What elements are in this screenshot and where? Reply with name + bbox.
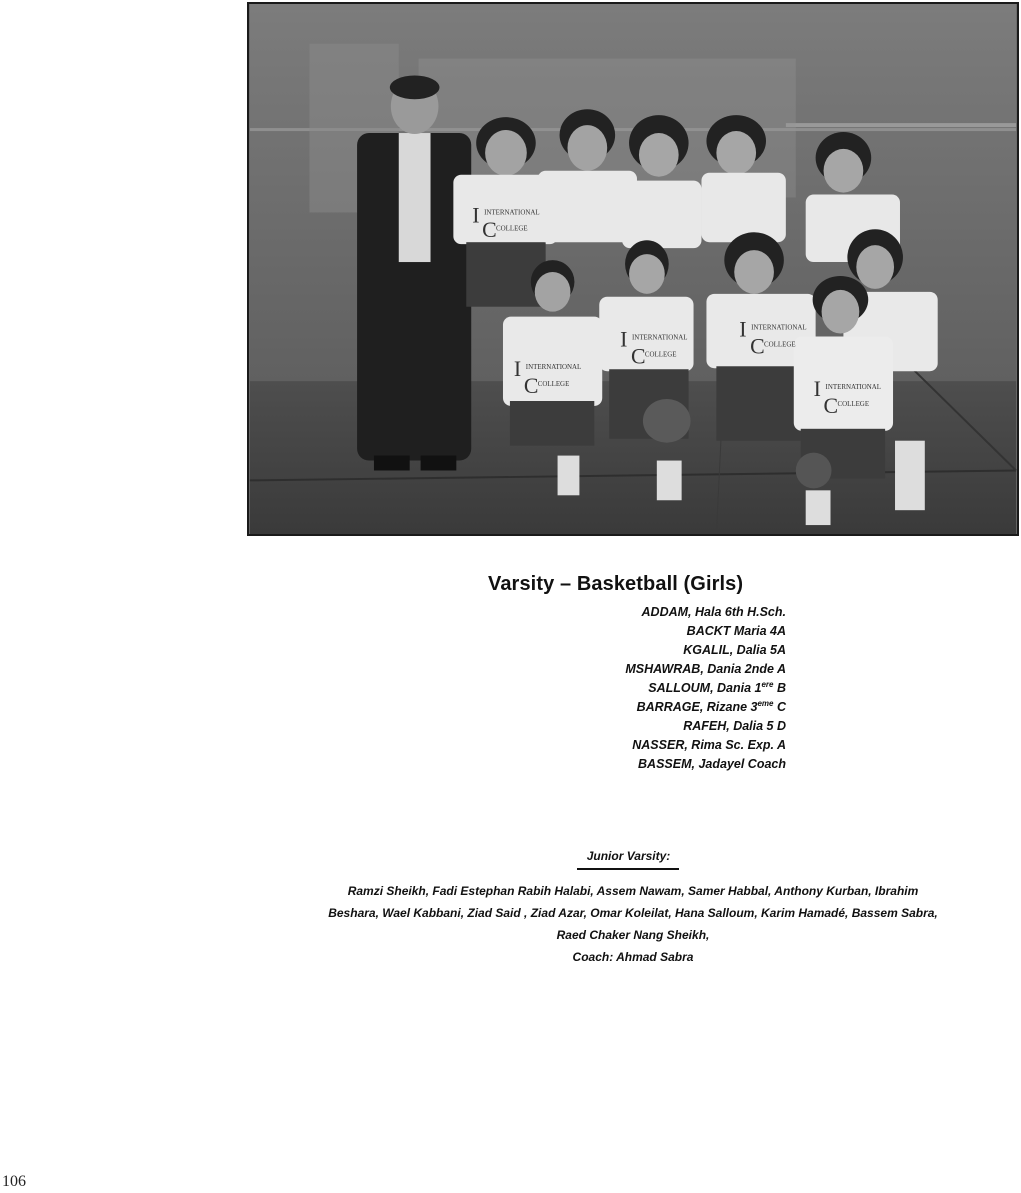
section-title: Varsity – Basketball (Girls) (488, 573, 744, 595)
svg-text:INTERNATIONAL: INTERNATIONAL (525, 363, 582, 372)
roster-entry: ADDAM, Hala 6th H.Sch. (641, 605, 786, 619)
varsity-roster (625, 603, 786, 774)
svg-text:I: I (620, 327, 628, 352)
junior-varsity-list (262, 880, 1004, 968)
svg-text:INTERNATIONAL: INTERNATIONAL (632, 333, 688, 342)
roster-entry: RAFEH, Dalia 5 D (683, 719, 786, 733)
svg-text:INTERNATIONAL: INTERNATIONAL (825, 383, 882, 392)
roster-entry: BASSEM, Jadayel Coach (638, 757, 786, 771)
ordinal-superscript: eme (757, 698, 774, 708)
junior-varsity-line: Ramzi Sheikh, Fadi Estephan Rabih Halabi, Assem Nawam, Samer Habbal, Anthony Kurban, Ibrahim (347, 884, 919, 898)
svg-text:C: C (631, 344, 646, 369)
svg-text:C: C (823, 393, 839, 418)
ordinal-superscript: ere (761, 679, 774, 689)
roster-entry: MSHAWRAB, Dania 2nde A (625, 662, 786, 676)
svg-text:I: I (813, 377, 821, 402)
svg-text:COLLEGE: COLLEGE (764, 340, 796, 349)
roster-entry: SALLOUM, Dania 1ere B (648, 679, 786, 695)
svg-text:COLLEGE: COLLEGE (644, 350, 677, 359)
svg-text:COLLEGE: COLLEGE (496, 224, 528, 233)
coach-figure (357, 75, 471, 470)
svg-text:C: C (482, 218, 497, 243)
svg-text:C: C (523, 374, 539, 399)
svg-text:INTERNATIONAL: INTERNATIONAL (484, 208, 540, 217)
svg-text:INTERNATIONAL: INTERNATIONAL (751, 323, 807, 332)
roster-entry: BARRAGE, Rizane 3eme C (636, 698, 786, 714)
team-photo-image (249, 4, 1017, 534)
roster-entry: BACKT Maria 4A (686, 624, 786, 638)
junior-varsity-line: Coach: Ahmad Sabra (572, 950, 694, 964)
team-photo (247, 2, 1019, 536)
svg-text:I: I (472, 203, 480, 228)
heading-underline (577, 868, 679, 870)
roster-entry: KGALIL, Dalia 5A (683, 643, 786, 657)
svg-text:COLLEGE: COLLEGE (837, 399, 870, 408)
svg-text:COLLEGE: COLLEGE (537, 380, 570, 389)
junior-varsity-line: Beshara, Wael Kabbani, Ziad Said , Ziad Azar, Omar Koleilat, Hana Salloum, Karim Hamadé, Bassem Sabra, (328, 906, 938, 920)
svg-text:C: C (750, 334, 765, 359)
roster-entry: NASSER, Rima Sc. Exp. A (632, 738, 786, 752)
junior-varsity-heading: Junior Varsity: (586, 849, 671, 863)
page-number: 106 (2, 1173, 26, 1190)
svg-text:I: I (513, 357, 522, 382)
svg-text:I: I (739, 317, 747, 342)
junior-varsity-line: Raed Chaker Nang Sheikh, (556, 928, 710, 942)
